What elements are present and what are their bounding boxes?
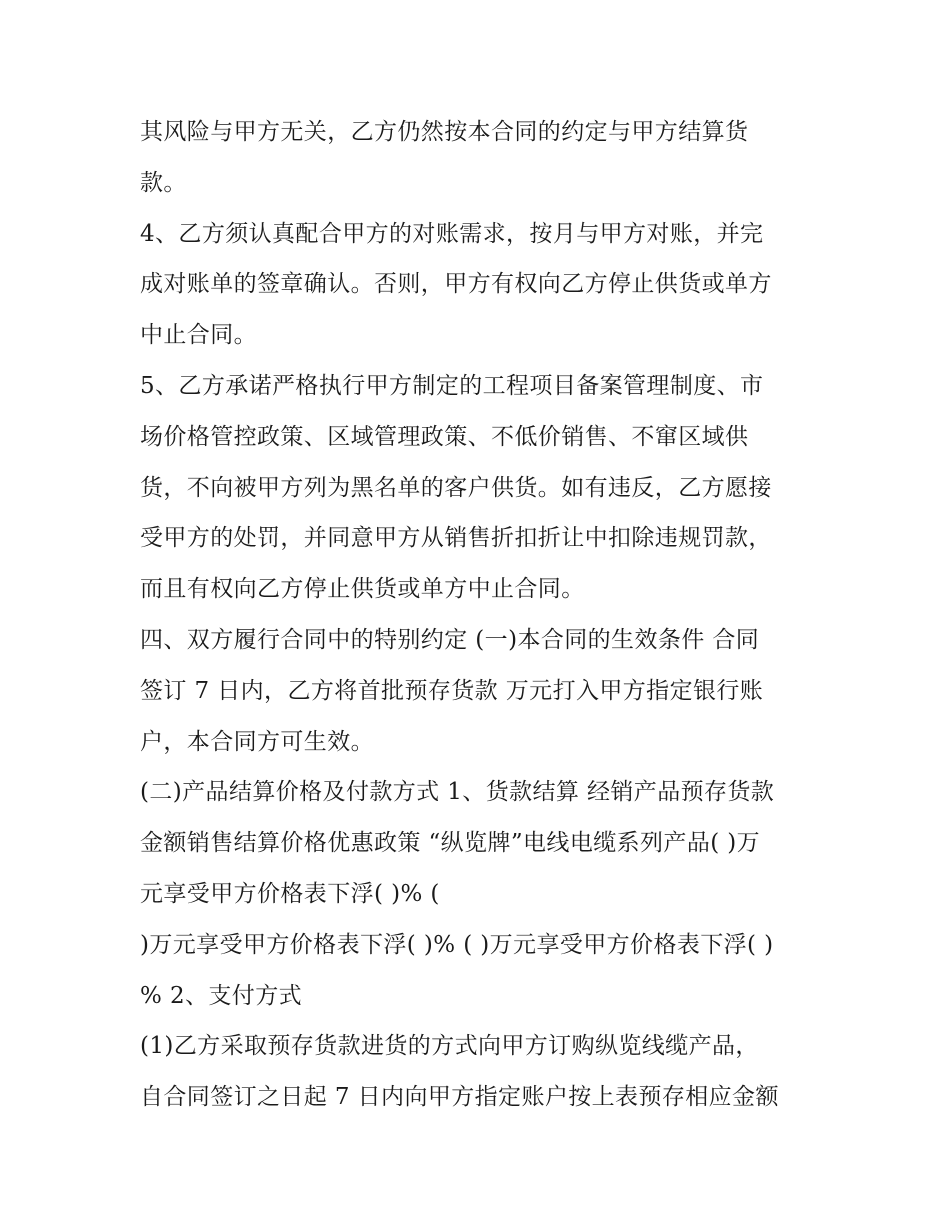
- text-line: )万元享受甲方价格表下浮( )% ( )万元享受甲方价格表下浮( ): [140, 931, 774, 958]
- text-line: % 2、支付方式: [140, 982, 302, 1009]
- text-line: 而且有权向乙方停止供货或单方中止合同。: [140, 576, 585, 603]
- text-line: 中止合同。: [140, 322, 257, 349]
- text-line: 自合同签订之日起 7 日内向甲方指定账户按上表预存相应金额: [140, 1084, 779, 1111]
- text-line: 签订 7 日内，乙方将首批预存货款 万元打入甲方指定银行账: [140, 677, 764, 704]
- text-line: 金额销售结算价格优惠政策 “纵览牌”电线电缆系列产品( )万: [140, 830, 761, 857]
- text-line: 元享受甲方价格表下浮( )% (: [140, 880, 440, 907]
- text-line: 货，不向被甲方列为黑名单的客户供货。如有违反，乙方愿接: [140, 474, 772, 501]
- text-line: (二)产品结算价格及付款方式 1、货款结算 经销产品预存货款: [140, 779, 775, 806]
- text-line: 户，本合同方可生效。: [140, 728, 374, 755]
- text-line: 款。: [140, 169, 187, 196]
- text-line: (1)乙方采取预存货款进货的方式向甲方订购纵览线缆产品，: [140, 1033, 759, 1060]
- text-line: 4、乙方须认真配合甲方的对账需求，按月与甲方对账，并完: [140, 220, 764, 247]
- text-line: 四、双方履行合同中的特别约定 (一)本合同的生效条件 合同: [140, 626, 760, 653]
- text-line: 其风险与甲方无关，乙方仍然按本合同的约定与甲方结算货: [140, 119, 749, 145]
- text-line: 5、乙方承诺严格执行甲方制定的工程项目备案管理制度、市: [140, 372, 764, 399]
- document-body: [140, 107, 820, 1123]
- text-line: 成对账单的签章确认。否则，甲方有权向乙方停止供货或单方: [140, 271, 772, 298]
- text-line: 受甲方的处罚，并同意甲方从销售折扣折让中扣除违规罚款，: [140, 525, 772, 552]
- text-line: 场价格管控政策、区域管理政策、不低价销售、不窜区域供: [140, 423, 749, 450]
